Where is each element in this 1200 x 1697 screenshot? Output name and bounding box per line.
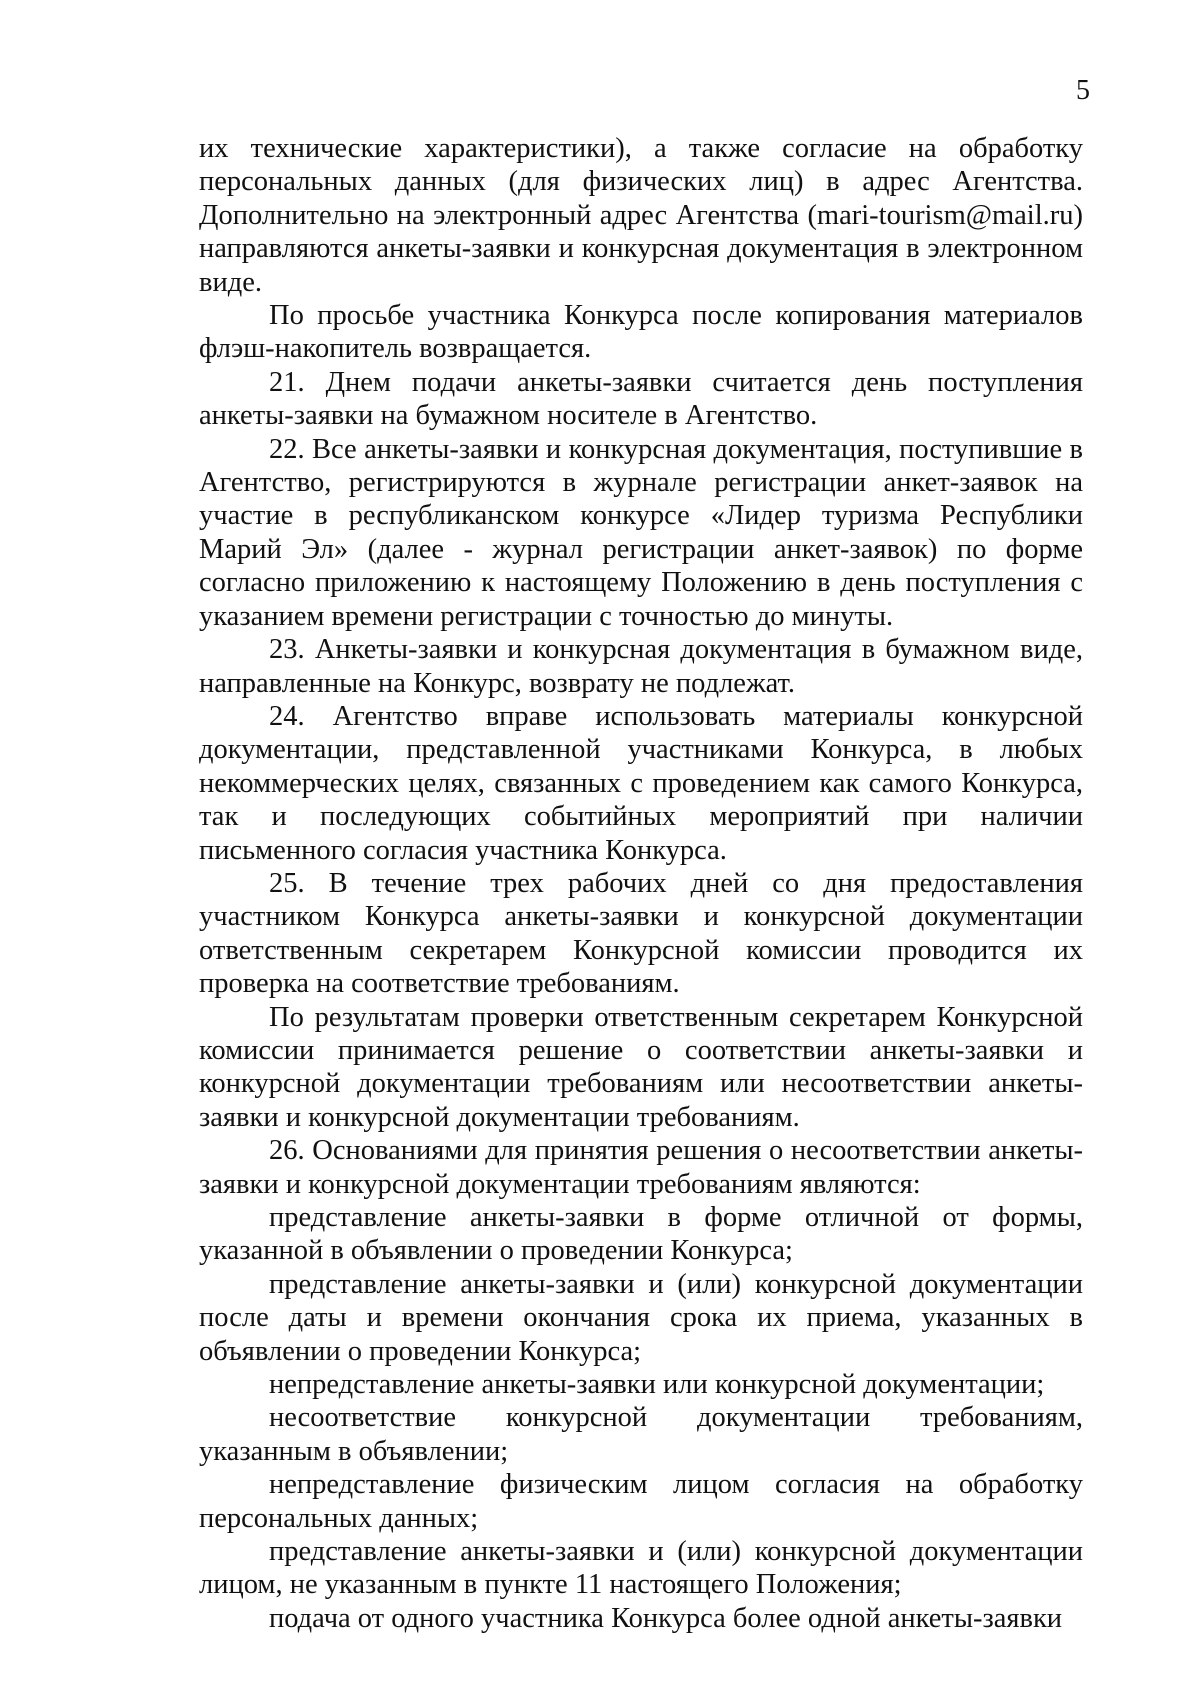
paragraph: По результатам проверки ответственным секретарем Конкурсной комиссии принимается решение о соответствии анкеты-заявки и конкурсной документации требованиям или несоответствии анкеты-заявки и конкурсной документации требованиям. [199,1001,1083,1133]
paragraph-item-22: 22. Все анкеты-заявки и конкурсная документация, поступившие в Агентство, регистрируются в журнале регистрации анкет-заявок на участие в республиканском конкурсе «Лидер туризма Республики Марий Эл» (далее - журнал регистрации анкет-заявок) по форме согласно приложению к настоящему Положению в день поступления с указанием времени регистрации с точностью до минуты. [199,433,1083,632]
list-item: представление анкеты-заявки и (или) конкурсной документации после даты и времени окончания срока их приема, указанных в объявлении о проведении Конкурса; [199,1268,1083,1367]
paragraph-item-25: 25. В течение трех рабочих дней со дня предоставления участником Конкурса анкеты-заявки и конкурсной документации ответственным секретарем Конкурсной комиссии проводится их проверка на соответствие требованиям. [199,867,1083,1000]
list-item: несоответствие конкурсной документации требованиям, указанным в объявлении; [199,1402,1083,1467]
paragraph-item-21: 21. Днем подачи анкеты-заявки считается день поступления анкеты-заявки на бумажном носителе в Агентство. [199,366,1083,432]
paragraph-item-26: 26. Основаниями для принятия решения о несоответствии анкеты-заявки и конкурсной документации требованиям являются: [199,1135,1083,1200]
list-item: представление анкеты-заявки и (или) конкурсной документации лицом, не указанным в пункте 11 настоящего Положения; [199,1536,1083,1601]
paragraph: их технические характеристики), а также согласие на обработку персональных данных (для физических лиц) в адрес Агентства. Дополнительно на электронный адрес Агентства (mari-tourism@mail.ru) направляются анкеты-заявки и конкурсная документация в электронном виде. [199,133,1083,298]
page-number: 5 [1076,75,1090,106]
list-item: непредставление физическим лицом согласия на обработку персональных данных; [199,1469,1083,1534]
list-item: подача от одного участника Конкурса более одной анкеты-заявки [269,1602,1063,1634]
document-body [199,132,1083,1635]
paragraph: По просьбе участника Конкурса после копирования материалов флэш-накопитель возвращается. [199,300,1083,365]
paragraph-item-23: 23. Анкеты-заявки и конкурсная документация в бумажном виде, направленные на Конкурс, возврату не подлежат. [199,634,1083,699]
paragraph-item-24: 24. Агентство вправе использовать материалы конкурсной документации, представленной участниками Конкурса, в любых некоммерческих целях, связанных с проведением как самого Конкурса, так и последующих событийных мероприятий при наличии письменного согласия участника Конкурса. [199,700,1083,866]
list-item: непредставление анкеты-заявки или конкурсной документации; [269,1369,1045,1401]
list-item: представление анкеты-заявки в форме отличной от формы, указанной в объявлении о проведении Конкурса; [199,1202,1083,1267]
